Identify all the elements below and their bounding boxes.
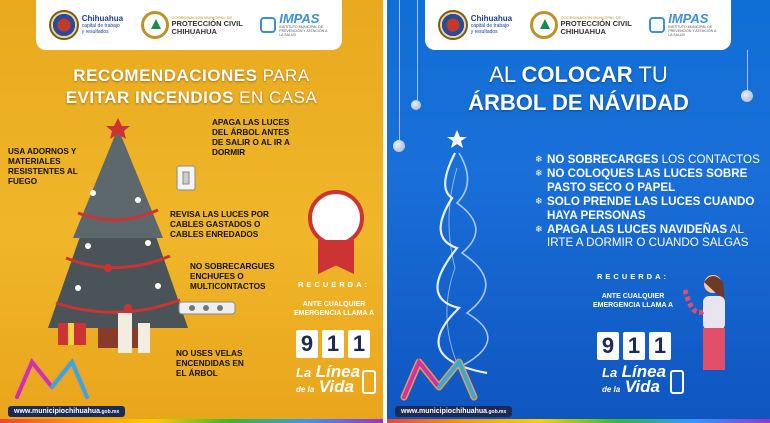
firefighter-badge-icon: [308, 190, 364, 246]
ornament-icon: [411, 100, 421, 110]
recuerda-label: RECUERDA:: [298, 280, 370, 289]
city-seal-icon: [49, 10, 79, 40]
pc-logo-title1-right: PROTECCIÓN CIVIL: [560, 18, 632, 28]
right-title-line2: ÁRBOL DE NÁVIDAD: [468, 90, 689, 115]
url-main: www.municipiochihuahua: [14, 408, 101, 415]
chihuahua-logo-title: Chihuahua: [81, 14, 124, 23]
linea-word-right: Línea: [621, 362, 667, 381]
chihuahua-logo-line3-right: y resultados: [470, 29, 498, 35]
snowflake-icon: ❄: [535, 224, 543, 235]
pc-logo-title1: PROTECCIÓN CIVIL: [171, 18, 243, 28]
impas-cross-icon: [260, 17, 276, 33]
bullet2-bold: NO COLOQUES LAS LUCES SOBRE PASTO SECO O PAPEL: [547, 167, 748, 194]
impas-logo: [260, 13, 329, 37]
rainbow-bar: [0, 419, 383, 423]
left-title-line1-bold: RECOMENDACIONES: [73, 66, 258, 85]
emergency-number-right: [597, 332, 671, 360]
pc-logo-title2-right: CHIHUAHUA: [560, 26, 606, 36]
impas-logo-title-right: IMPAS: [668, 11, 709, 26]
power-strip-icon: [178, 298, 238, 318]
pc-logo-small: COORDINACIÓN MUNICIPAL DE: [171, 14, 233, 20]
impas-logo-right: [649, 13, 718, 37]
pc-logo-small-right: COORDINACIÓN MUNICIPAL DE: [560, 14, 622, 20]
impas-cross-icon-right: [649, 17, 665, 33]
safety-bullet-list: [535, 153, 765, 251]
bullet-turn-off-lights: [535, 223, 765, 250]
badge-ribbon-icon: [318, 240, 354, 274]
proteccion-civil-logo-right: [530, 11, 632, 39]
chihuahua-logo-line2-right: capital de trabajo: [470, 23, 509, 29]
digit-9-right: 9: [597, 332, 619, 360]
digit-9: 9: [296, 330, 318, 358]
left-title-line1-light: PARA: [257, 66, 310, 85]
bullet-no-overload: [535, 153, 765, 166]
snowflake-icon: ❄: [535, 196, 543, 207]
emergency-number: [296, 330, 370, 358]
pc-logo-title2: CHIHUAHUA: [171, 26, 217, 36]
note-no-overload-outlets: NO SOBRECARGUES ENCHUFES O MULTICONTACTOS: [190, 262, 275, 291]
municipio-m-logo-icon-right: [399, 352, 479, 402]
linea-de-la-right: de la: [602, 385, 621, 394]
ornament-string-1: [399, 0, 400, 140]
phone-icon-right: [670, 370, 684, 394]
chihuahua-logo-line2: capital de trabajo: [81, 23, 120, 29]
bullet-only-when-people: [535, 195, 765, 222]
url-tld: .gob.mx: [100, 409, 120, 415]
right-title-tu: TU: [632, 62, 668, 87]
digit-1b: 1: [348, 330, 370, 358]
emergency-call-text-right: ANTE CUALQUIER EMERGENCIA LLAMA A: [592, 293, 674, 309]
ornament-string-3: [747, 50, 748, 90]
linea-la-right: La: [602, 365, 618, 380]
linea-de-la-vida-logo: [296, 362, 361, 397]
light-tree-illustration: [397, 128, 527, 378]
url-main-right: www.municipiochihuahua: [401, 408, 488, 415]
civil-protection-emblem-icon: [141, 11, 169, 39]
impas-logo-title: IMPAS: [279, 11, 320, 26]
impas-logo-small: INSTITUTO MUNICIPAL DE PREVENCIÓN Y ATENCIÓN A LA SALUD: [279, 25, 328, 37]
fire-prevention-panel: [0, 0, 383, 423]
logo-bar-right: [425, 0, 731, 50]
note-use-resistant-decorations: USA ADORNOS Y MATERIALES RESISTENTES AL FUEGO: [8, 147, 78, 186]
left-title-line1: [0, 66, 383, 86]
linea-vida: Vida: [318, 377, 354, 396]
bullet1-bold: NO SOBRECARGES: [547, 153, 659, 166]
note-no-candles: NO USES VELAS ENCENDIDAS EN EL ÁRBOL: [176, 349, 244, 378]
rainbow-bar-right: [387, 419, 770, 423]
chihuahua-logo-title-right: Chihuahua: [470, 14, 513, 23]
linea-word: Línea: [315, 362, 361, 381]
recuerda-label-right: RECUERDA:: [597, 272, 669, 281]
chihuahua-logo: [49, 10, 123, 40]
left-title-line2: [0, 88, 383, 108]
bullet4-rest: AL IRTE A DORMIR O CUANDO SALGAS: [547, 223, 749, 250]
chihuahua-logo-line3: y resultados: [81, 29, 109, 35]
linea-vida-right: Vida: [624, 377, 660, 396]
snowflake-icon: ❄: [535, 168, 543, 179]
note-check-cables: REVISA LAS LUCES POR CABLES GASTADOS O CABLES ENREDADOS: [170, 210, 269, 239]
phone-icon: [362, 370, 376, 394]
ornament-icon: [741, 90, 753, 102]
right-title-line1: [387, 62, 770, 88]
impas-logo-small-right: INSTITUTO MUNICIPAL DE PREVENCIÓN Y ATENCIÓN A LA SALUD: [668, 25, 717, 37]
url-tld-right: .gob.mx: [487, 409, 507, 415]
digit-1b-right: 1: [649, 332, 671, 360]
linea-de-la-vida-logo-right: [602, 362, 667, 397]
light-switch-icon: [176, 165, 196, 191]
ornament-string-2: [417, 0, 418, 100]
logo-bar: [36, 0, 342, 50]
left-title-line2-bold: EVITAR INCENDIOS: [65, 88, 234, 107]
snowflake-icon: ❄: [535, 154, 543, 164]
note-turn-off-lights: APAGA LAS LUCES DEL ÁRBOL ANTES DE SALIR O AL IR A DORMIR: [212, 118, 290, 157]
bullet-no-lights-on-grass: [535, 167, 765, 194]
civil-protection-emblem-icon-right: [530, 11, 558, 39]
bullet4-bold: APAGA LAS LUCES NAVIDEÑAS: [547, 223, 728, 237]
linea-de-la: de la: [296, 385, 315, 394]
woman-with-lights-illustration: [683, 270, 743, 380]
proteccion-civil-logo: [141, 11, 243, 39]
bullet1-rest: LOS CONTACTOS: [658, 153, 760, 166]
city-seal-icon-right: [438, 10, 468, 40]
bullet3-bold: SOLO PRENDE LAS LUCES CUANDO HAYA PERSONAS: [547, 195, 755, 222]
right-title-al: AL: [489, 62, 522, 87]
right-title-colocar: COLOCAR: [521, 62, 633, 87]
chihuahua-logo-right: [438, 10, 512, 40]
emergency-call-text: ANTE CUALQUIER EMERGENCIA LLAMA A: [293, 301, 375, 317]
tree-safety-panel: [387, 0, 770, 423]
linea-la: La: [296, 365, 312, 380]
left-title-line2-light: EN CASA: [233, 88, 318, 107]
website-url-right[interactable]: [395, 406, 512, 417]
digit-1a: 1: [322, 330, 344, 358]
website-url[interactable]: [8, 406, 125, 417]
digit-1a-right: 1: [623, 332, 645, 360]
municipio-m-logo-icon: [12, 352, 92, 402]
